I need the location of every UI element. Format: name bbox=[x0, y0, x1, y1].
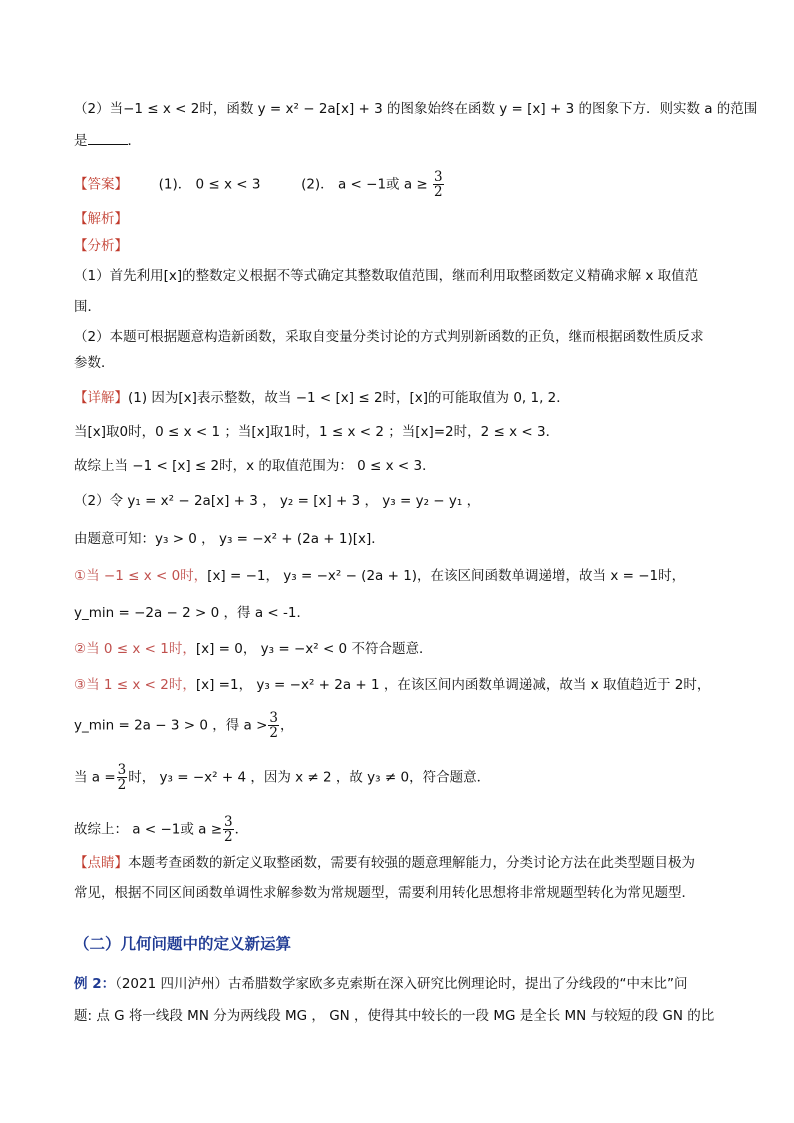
fenxi-2-line-2: 参数． bbox=[74, 355, 115, 371]
case-2-line: ②当 0 ≤ x < 1时，[x] = 0， y₃ = −x² < 0 不符合题意． bbox=[74, 641, 433, 657]
answer-part-1: (1)． 0 ≤ x < 3 bbox=[158, 176, 261, 193]
fraction-3-2: $\frac{3}{2}$ bbox=[117, 762, 127, 793]
conclusion-line: 故综上： a < −1或 a ≥ $\frac{3}{2}$ ． bbox=[74, 814, 249, 845]
answer-fraction: $\frac{3}{2}$ bbox=[434, 169, 443, 200]
answer-blank bbox=[88, 132, 128, 145]
fraction-3-2: $\frac{3}{2}$ bbox=[224, 814, 233, 845]
case-3-line-2: y_min = 2a − 3 > 0 ，得 a > $\frac{3}{2}$ ， bbox=[74, 710, 294, 741]
detail-tag: 【详解】 bbox=[74, 390, 128, 406]
comment-line-2: 常见，根据不同区间函数单调性求解参数为常规题型，需要利用转化思想将非常规题型转化为常见题型． bbox=[74, 885, 695, 901]
detail-line-5: 由题意可知：y₃ > 0 ， y₃ = −x² + (2a + 1)[x]． bbox=[74, 531, 385, 547]
fraction-3-2: $\frac{3}{2}$ bbox=[269, 710, 278, 741]
detail-line-3: 故综上当 −1 < [x] ≤ 2时，x 的取值范围为： 0 ≤ x < 3． bbox=[74, 458, 436, 474]
question-2-line-2: 是 ． bbox=[74, 133, 141, 149]
answer-tag: 【答案】 bbox=[74, 176, 128, 193]
section-heading: （二）几何问题中的定义新运算 bbox=[74, 935, 292, 953]
check-line: 当 a = $\frac{3}{2}$ 时， y₃ = −x² + 4 ，因为 x ≠ 2 ，故 y₃ ≠ 0，符合题意． bbox=[74, 762, 491, 793]
example-line-2: 题: 点 G 将一线段 MN 分为两线段 MG ， GN ，使得其中较长的一段 MG 是全长 MN 与较短的段 GN 的比 bbox=[74, 1008, 715, 1024]
detail-line-4: （2）令 y₁ = x² − 2a[x] + 3 ， y₂ = [x] + 3 ， y₃ = y₂ − y₁ ， bbox=[74, 493, 481, 509]
case-1-line-2: y_min = −2a − 2 > 0 ，得 a < -1． bbox=[74, 605, 310, 621]
jiexi-tag: 【解析】 bbox=[74, 211, 128, 227]
detail-line-1: 【详解】(1) 因为[x]表示整数，故当 −1 < [x] ≤ 2时，[x]的可能取值为 0, 1, 2． bbox=[74, 390, 570, 406]
case-3-line-1: ③当 1 ≤ x < 2时，[x] =1， y₃ = −x² + 2a + 1 ，在该区间内函数单调递减，故当 x 取值趋近于 2时， bbox=[74, 677, 711, 693]
fenxi-tag: 【分析】 bbox=[74, 238, 128, 254]
comment-line-1: 【点睛】本题考查函数的新定义取整函数，需要有较强的题意理解能力，分类讨论方法在此类型题目极为 bbox=[74, 855, 695, 871]
detail-line-2: 当[x]取0时，0 ≤ x < 1 ；当[x]取1时，1 ≤ x < 2 ；当[x]=2时，2 ≤ x < 3． bbox=[74, 424, 560, 440]
answer-line bbox=[74, 170, 734, 199]
example-tag: 例 2： bbox=[74, 976, 116, 992]
question-2-line-1: （2）当−1 ≤ x < 2时，函数 y = x² − 2a[x] + 3 的图象始终在函数 y = [x] + 3 的图象下方．则实数 a 的范围 bbox=[74, 101, 758, 117]
fenxi-1-line-2: 围． bbox=[74, 299, 101, 315]
fenxi-1-line-1: （1）首先利用[x]的整数定义根据不等式确定其整数取值范围，继而利用取整函数定义精确求解 x 取值范 bbox=[74, 268, 699, 284]
answer-part-2: (2)． a < −1或 a ≥ bbox=[301, 176, 428, 193]
example-line-1: 例 2：（2021 四川泸州）古希腊数学家欧多克索斯在深入研究比例理论时，提出了分线段的“中末比”问 bbox=[74, 976, 688, 992]
case-1-line-1: ①当 −1 ≤ x < 0时，[x] = −1， y₃ = −x² − (2a + 1)，在该区间函数单调递增，故当 x = −1时， bbox=[74, 568, 686, 584]
fenxi-2-line-1: （2）本题可根据题意构造新函数，采取自变量分类讨论的方式判别新函数的正负，继而根据函数性质反求 bbox=[74, 329, 704, 345]
comment-tag: 【点睛】 bbox=[74, 855, 128, 871]
